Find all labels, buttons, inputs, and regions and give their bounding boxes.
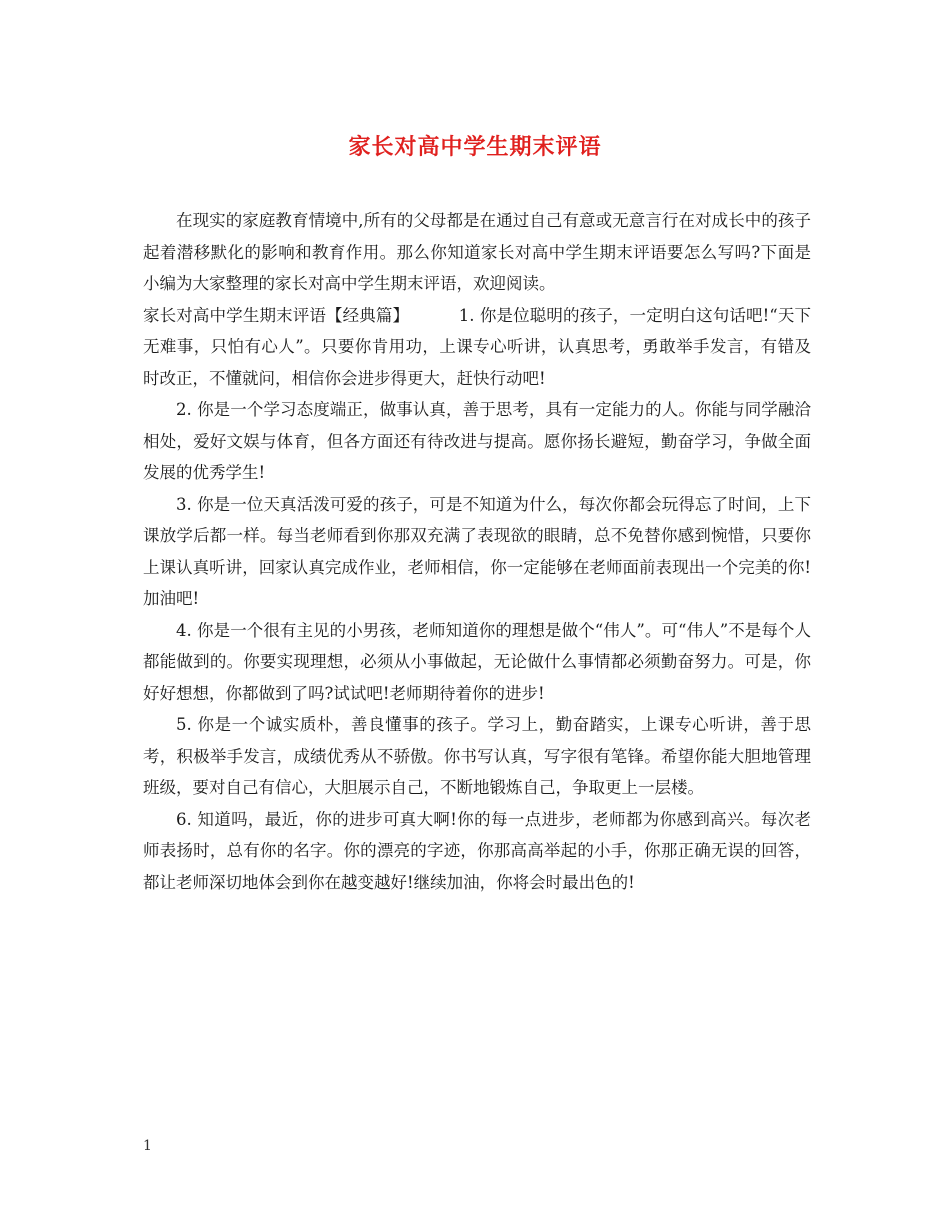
page-title: 家长对高中学生期末评语 bbox=[348, 134, 602, 160]
comment-item-1: 1. 你是位聪明的孩子，一定明白这句话吧!“天下无难事，只怕有心人”。只要你肯用功，上课专心听讲，认真思考，勇敢举手发言，有错及时改正，不懂就问，相信你会进步得更大，赶快行动吧! bbox=[143, 305, 811, 388]
section-paragraph bbox=[143, 300, 811, 395]
section-title: 家长对高中学生期末评语【经典篇】 bbox=[143, 305, 410, 325]
comment-item-5: 5. 你是一个诚实质朴，善良懂事的孩子。学习上，勤奋踏实，上课专心听讲，善于思考，积极举手发言，成绩优秀从不骄傲。你书写认真，写字很有笔锋。希望你能大胆地管理班级，要对自己有信心，大胆展示自己，不断地锻炼自己，争取更上一层楼。 bbox=[143, 715, 811, 797]
comment-item-3: 3. 你是一位天真活泼可爱的孩子，可是不知道为什么，每次你都会玩得忘了时间，上下课放学后都一样。每当老师看到你那双充满了表现欲的眼睛，总不免替你感到惋惜，只要你上课认真听讲，回家认真完成作业，老师相信，你一定能够在老师面前表现出一个完美的你!加油吧! bbox=[143, 494, 811, 608]
comment-item-4: 4. 你是一个很有主见的小男孩，老师知道你的理想是做个“伟人”。可“伟人”不是每个人都能做到的。你要实现理想，必须从小事做起，无论做什么事情都必须勤奋努力。可是，你好好想想，你都做到了吗?试试吧!老师期待着你的进步! bbox=[143, 620, 811, 703]
intro-paragraph: 在现实的家庭教育情境中,所有的父母都是在通过自己有意或无意言行在对成长中的孩子起着潜移默化的影响和教育作用。那么你知道家长对高中学生期末评语要怎么写吗?下面是小编为大家整理的家长对高中学生期末评语，欢迎阅读。 bbox=[143, 211, 811, 293]
document-body bbox=[143, 205, 811, 898]
page-number: 1 bbox=[143, 1138, 152, 1154]
comment-item-6: 6. 知道吗，最近，你的进步可真大啊!你的每一点进步，老师都为你感到高兴。每次老师表扬时，总有你的名字。你的漂亮的字迹，你那高高举起的小手，你那正确无误的回答，都让老师深切地体会到你在越变越好!继续加油，你将会时最出色的! bbox=[143, 809, 811, 892]
comment-item-2: 2. 你是一个学习态度端正，做事认真，善于思考，具有一定能力的人。你能与同学融洽相处，爱好文娱与体育，但各方面还有待改进与提高。愿你扬长避短，勤奋学习，争做全面发展的优秀学生! bbox=[143, 400, 811, 482]
